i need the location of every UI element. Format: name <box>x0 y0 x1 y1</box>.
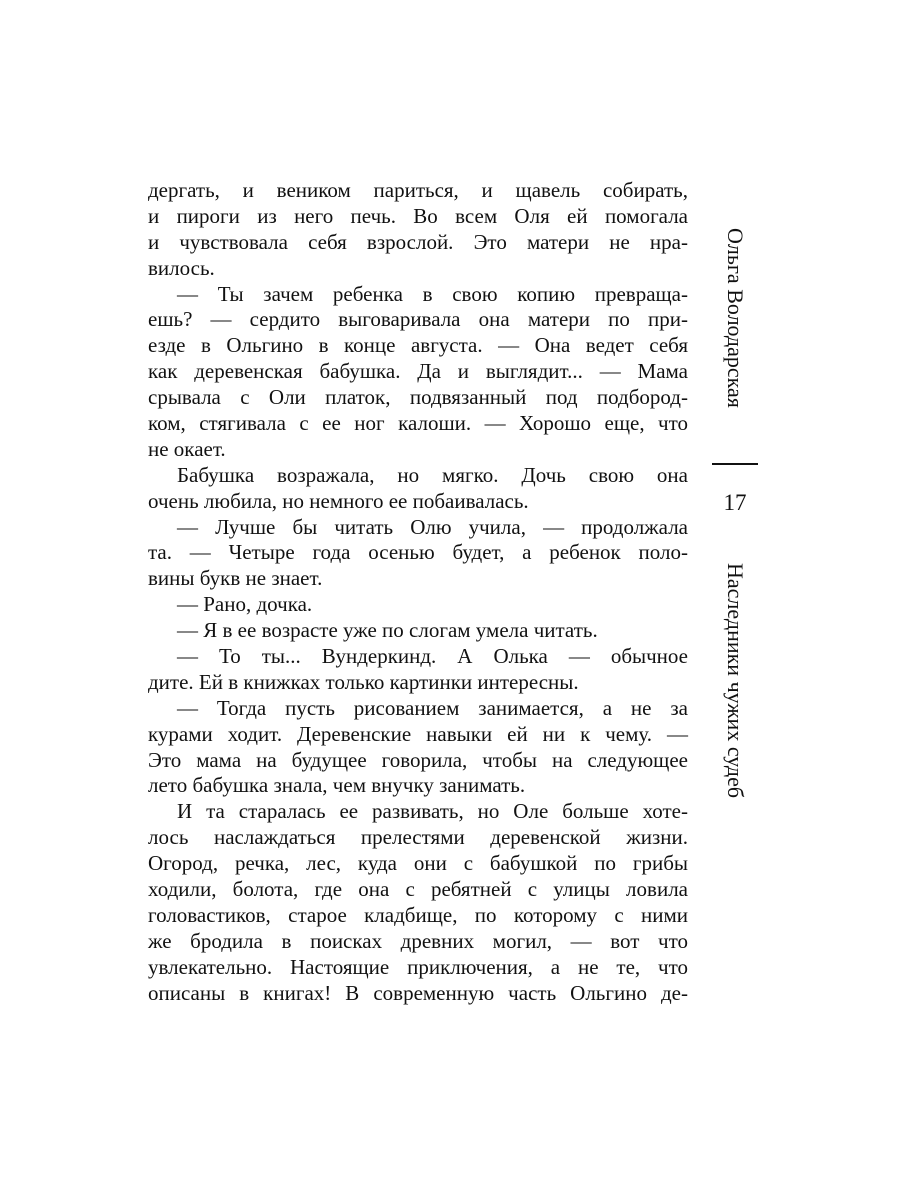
text-line: — Я в ее возрасте уже по слогам умела читать. <box>177 618 598 643</box>
text-line: — Ты зачем ребенка в свою копию превраща- <box>177 281 688 306</box>
text-line: очень любила, но немного ее побаивалась. <box>148 488 529 513</box>
text-line: езде в Ольгино в конце августа. — Она ведет себя <box>148 333 688 358</box>
text-line: ком, стягивала с ее ног калоши. — Хорошо еще, что <box>148 411 688 436</box>
text-line: ходили, болота, где она с ребятней с улицы ловила <box>148 877 688 902</box>
text-line: не окает. <box>148 436 226 461</box>
text-line: вилось. <box>148 255 215 280</box>
text-line: лето бабушка знала, чем внучку занимать. <box>148 773 526 798</box>
running-head-rule <box>712 463 758 465</box>
text-line: лось наслаждаться прелестями деревенской жизни. <box>148 825 688 850</box>
page-number: 17 <box>723 490 747 515</box>
text-line: дергать, и веником париться, и щавель собирать, <box>148 178 688 202</box>
text-line: и чувствовала себя взрослой. Это матери не нра- <box>148 229 688 254</box>
text-line: Бабушка возражала, но мягко. Дочь свою она <box>177 462 688 487</box>
running-head-author: Ольга Володарская <box>723 228 748 408</box>
text-line: Это мама на будущее говорила, чтобы на следующее <box>148 747 688 772</box>
text-line: курами ходит. Деревенские навыки ей ни к чему. — <box>148 721 688 746</box>
text-line: — То ты... Вундеркинд. А Олька — обычное <box>177 644 688 669</box>
text-line: описаны в книгах! В современную часть Ольгино де- <box>148 980 688 1005</box>
text-line: та. — Четыре года осенью будет, а ребенок поло- <box>148 540 688 565</box>
text-line: и пироги из него печь. Во всем Оля ей помогала <box>148 203 688 228</box>
text-line: увлекательно. Настоящие приключения, а не те, что <box>148 954 688 979</box>
body-text <box>148 178 688 1007</box>
text-line: ешь? — сердито выговаривала она матери по при- <box>148 307 688 332</box>
text-line: как деревенская бабушка. Да и выглядит... — Мама <box>148 359 688 384</box>
text-line: — Рано, дочка. <box>177 592 313 617</box>
text-line: головастиков, старое кладбище, по которому с ними <box>148 902 688 927</box>
text-line: вины букв не знает. <box>148 566 323 591</box>
text-line: Огород, речка, лес, куда они с бабушкой по грибы <box>148 851 688 876</box>
text-line: — Лучше бы читать Олю учила, — продолжала <box>177 514 688 539</box>
text-line: И та старалась ее развивать, но Оле больше хоте- <box>177 799 688 824</box>
text-line: срывала с Оли платок, подвязанный под подбород- <box>148 385 688 410</box>
text-line: же бродила в поисках древних могил, — вот что <box>148 928 688 953</box>
text-line: — Тогда пусть рисованием занимается, а не за <box>177 695 688 720</box>
running-head-book-title: Наследники чужих судеб <box>723 563 748 799</box>
text-line: дите. Ей в книжках только картинки интересны. <box>148 669 579 694</box>
